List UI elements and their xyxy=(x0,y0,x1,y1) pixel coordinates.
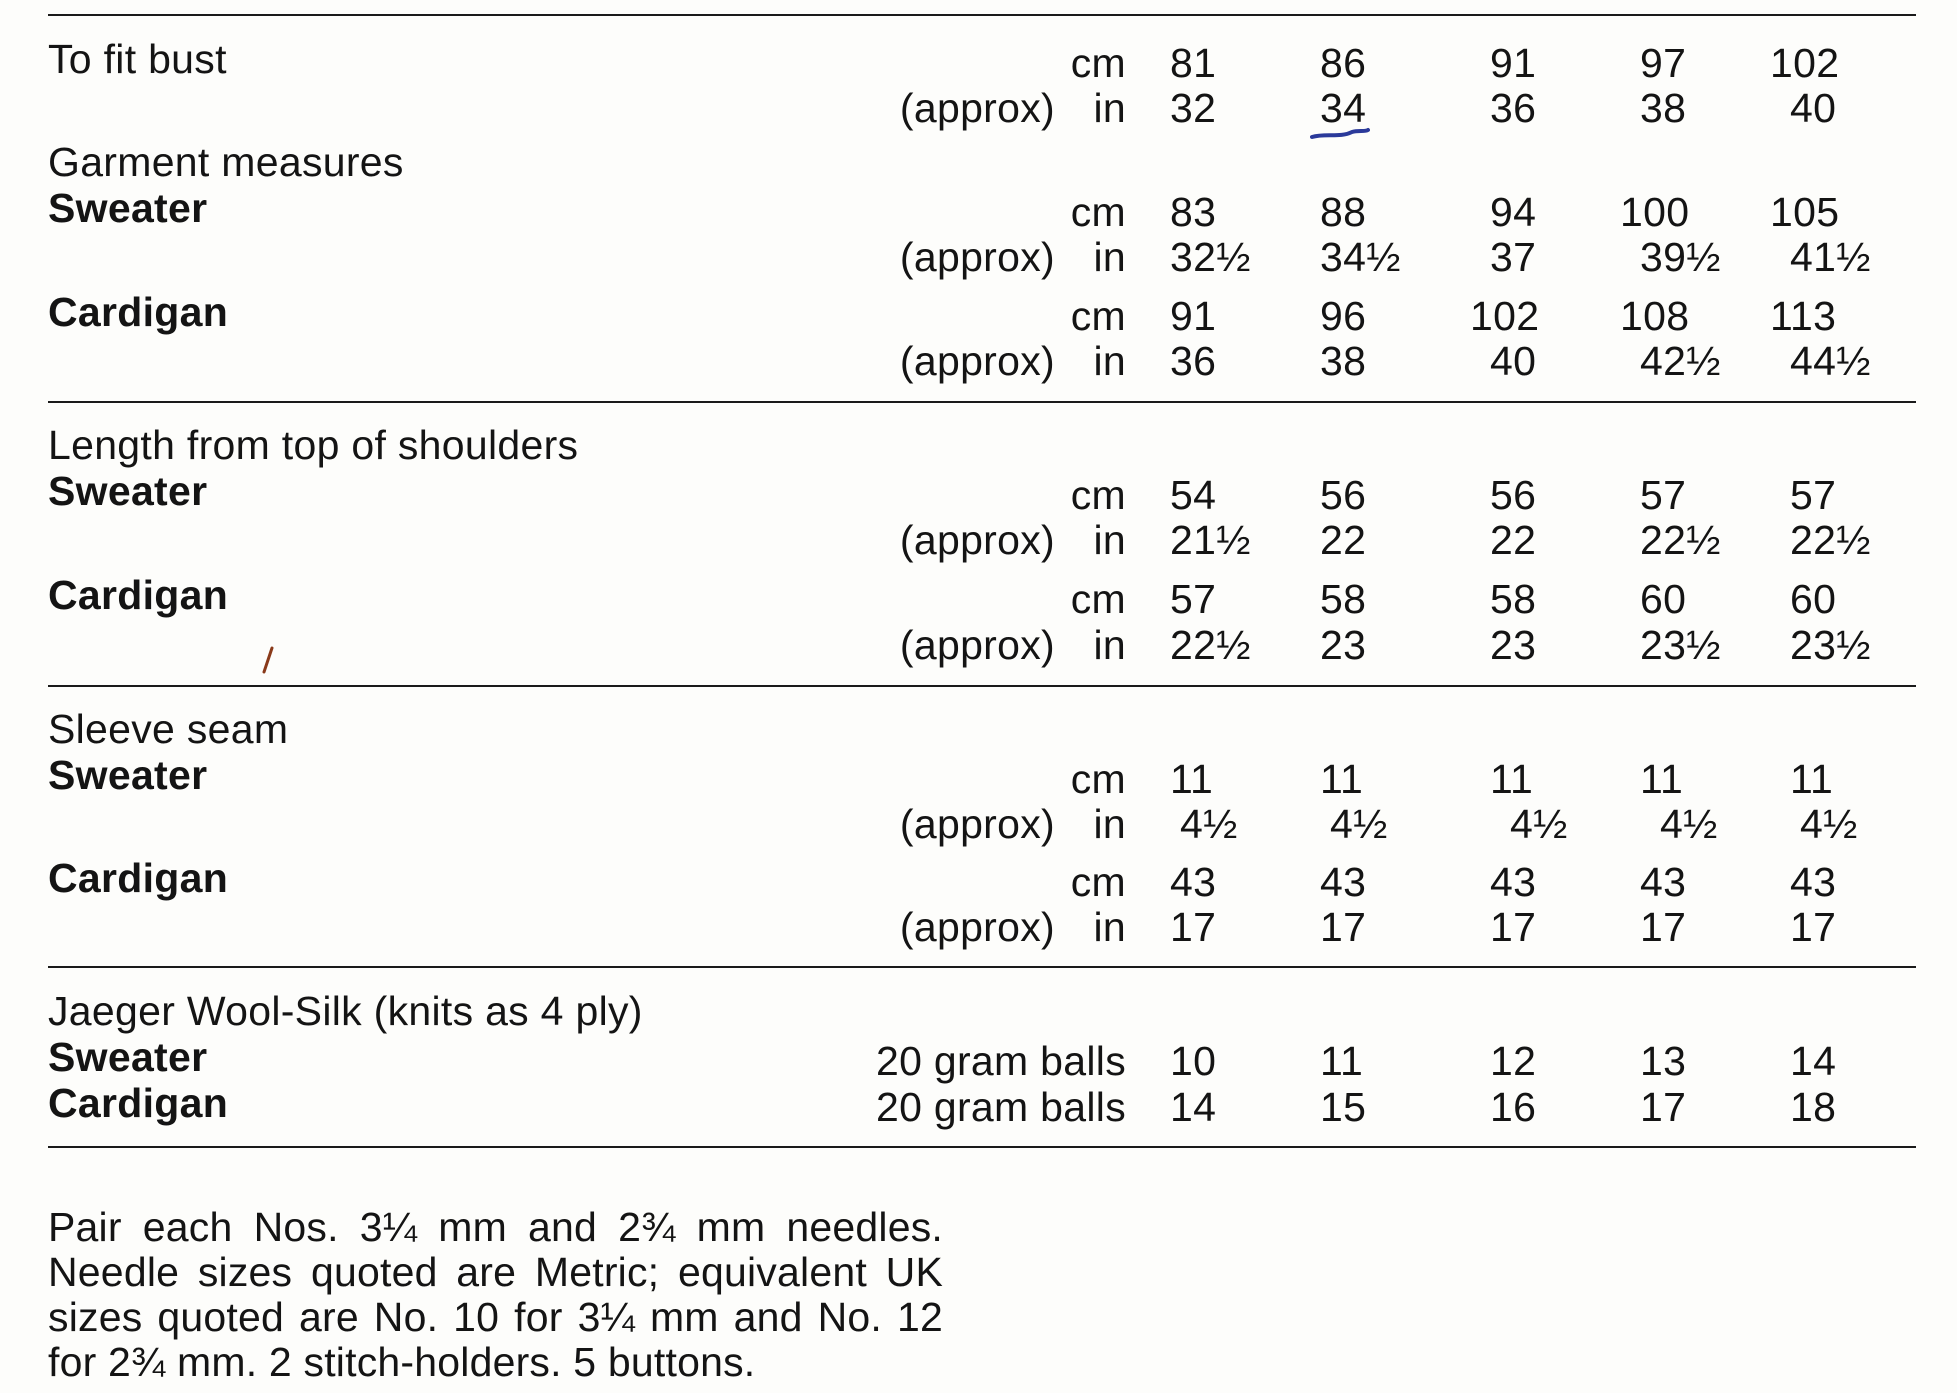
value-cell: 43 xyxy=(1640,859,1687,905)
value-cell: 17 xyxy=(1170,904,1217,950)
value-cell: 88 xyxy=(1320,189,1367,235)
value-cell: 23½ xyxy=(1790,622,1871,668)
value-cell: 58 xyxy=(1490,576,1537,622)
value-cell: 56 xyxy=(1320,472,1367,518)
value-cell: 56 xyxy=(1490,472,1537,518)
value-cell: 102 xyxy=(1770,40,1840,86)
value-cell: 86 xyxy=(1320,40,1367,86)
value-cell: 11 xyxy=(1640,756,1684,802)
unit-cm: cm xyxy=(1070,293,1126,339)
value-cell: 4½ xyxy=(1800,801,1858,847)
unit-in: in xyxy=(1093,85,1126,131)
value-cell: 91 xyxy=(1170,293,1217,339)
value-cell: 10 xyxy=(1170,1038,1217,1084)
value-cell: 32 xyxy=(1170,85,1217,131)
value-cell: 12 xyxy=(1490,1038,1537,1084)
value-cell: 34½ xyxy=(1320,234,1401,280)
value-cell: 21½ xyxy=(1170,517,1251,563)
value-cell: 17 xyxy=(1640,904,1687,950)
heading-yarn: Jaeger Wool-Silk (knits as 4 ply) xyxy=(48,988,643,1034)
value-cell: 43 xyxy=(1490,859,1537,905)
value-cell: 83 xyxy=(1170,189,1217,235)
heading-length: Length from top of shoulders xyxy=(48,422,579,468)
value-cell: 40 xyxy=(1490,338,1537,384)
value-cell: 43 xyxy=(1170,859,1217,905)
value-cell: 36 xyxy=(1170,338,1217,384)
value-cell: 102 xyxy=(1470,293,1540,339)
unit-in: in xyxy=(1093,904,1126,950)
section-rule xyxy=(48,401,1916,403)
value-cell: 113 xyxy=(1770,293,1837,339)
value-cell: 18 xyxy=(1790,1084,1837,1130)
heading-garment: Garment measures xyxy=(48,139,404,185)
value-cell: 22½ xyxy=(1640,517,1721,563)
value-cell: 57 xyxy=(1790,472,1837,518)
value-cell: 23 xyxy=(1490,622,1537,668)
label-sweater: Sweater xyxy=(48,1034,208,1080)
label-sweater: Sweater xyxy=(48,468,208,514)
unit-cm: cm xyxy=(1070,189,1126,235)
value-cell: 43 xyxy=(1790,859,1837,905)
label-cardigan: Cardigan xyxy=(48,1080,229,1126)
value-cell: 11 xyxy=(1490,756,1534,802)
value-cell: 37 xyxy=(1490,234,1537,280)
value-cell: 94 xyxy=(1490,189,1537,235)
value-cell: 58 xyxy=(1320,576,1367,622)
unit-balls: 20 gram balls xyxy=(875,1038,1126,1084)
label-cardigan: Cardigan xyxy=(48,572,229,618)
value-cell: 54 xyxy=(1170,472,1217,518)
value-cell: 4½ xyxy=(1510,801,1568,847)
label-sweater: Sweater xyxy=(48,752,208,798)
unit-in: in xyxy=(1093,622,1126,668)
value-cell: 4½ xyxy=(1660,801,1718,847)
value-cell: 105 xyxy=(1770,189,1840,235)
value-cell: 39½ xyxy=(1640,234,1721,280)
value-cell: 4½ xyxy=(1180,801,1238,847)
unit-cm: cm xyxy=(1070,859,1126,905)
value-cell: 44½ xyxy=(1790,338,1871,384)
unit-cm: cm xyxy=(1070,472,1126,518)
value-cell: 96 xyxy=(1320,293,1367,339)
value-cell: 17 xyxy=(1640,1084,1687,1130)
label-sweater: Sweater xyxy=(48,185,208,231)
value-cell: 23½ xyxy=(1640,622,1721,668)
value-cell: 22 xyxy=(1490,517,1537,563)
value-cell: 36 xyxy=(1490,85,1537,131)
approx-label: (approx) xyxy=(899,622,1055,668)
value-cell: 43 xyxy=(1320,859,1367,905)
value-cell: 11 xyxy=(1320,1038,1364,1084)
top-rule xyxy=(48,14,1916,16)
unit-in: in xyxy=(1093,338,1126,384)
value-cell: 32½ xyxy=(1170,234,1251,280)
value-cell: 11 xyxy=(1170,756,1214,802)
approx-label: (approx) xyxy=(899,801,1055,847)
unit-in: in xyxy=(1093,801,1126,847)
value-cell: 38 xyxy=(1320,338,1367,384)
approx-label: (approx) xyxy=(899,904,1055,950)
value-cell: 91 xyxy=(1490,40,1537,86)
value-cell: 22½ xyxy=(1790,517,1871,563)
value-cell: 16 xyxy=(1490,1084,1537,1130)
unit-in: in xyxy=(1093,234,1126,280)
heading-bust: To fit bust xyxy=(48,36,227,82)
value-cell: 57 xyxy=(1170,576,1217,622)
value-cell: 60 xyxy=(1790,576,1837,622)
approx-label: (approx) xyxy=(899,85,1055,131)
value-cell: 38 xyxy=(1640,85,1687,131)
value-cell: 17 xyxy=(1320,904,1367,950)
unit-cm: cm xyxy=(1070,756,1126,802)
value-cell: 57 xyxy=(1640,472,1687,518)
approx-label: (approx) xyxy=(899,234,1055,280)
value-cell: 34 xyxy=(1320,85,1367,131)
pen-underline-mark xyxy=(1310,126,1370,142)
value-cell: 4½ xyxy=(1330,801,1388,847)
value-cell: 17 xyxy=(1490,904,1537,950)
value-cell: 81 xyxy=(1170,40,1217,86)
unit-balls: 20 gram balls xyxy=(875,1084,1126,1130)
unit-cm: cm xyxy=(1070,576,1126,622)
value-cell: 41½ xyxy=(1790,234,1871,280)
value-cell: 108 xyxy=(1620,293,1690,339)
value-cell: 42½ xyxy=(1640,338,1721,384)
heading-sleeve: Sleeve seam xyxy=(48,706,289,752)
unit-cm: cm xyxy=(1070,40,1126,86)
value-cell: 14 xyxy=(1790,1038,1837,1084)
value-cell: 22 xyxy=(1320,517,1367,563)
section-rule xyxy=(48,966,1916,968)
value-cell: 15 xyxy=(1320,1084,1367,1130)
value-cell: 11 xyxy=(1320,756,1364,802)
stray-pen-mark xyxy=(258,645,278,675)
value-cell: 23 xyxy=(1320,622,1367,668)
unit-in: in xyxy=(1093,517,1126,563)
value-cell: 60 xyxy=(1640,576,1687,622)
value-cell: 14 xyxy=(1170,1084,1217,1130)
section-rule xyxy=(48,685,1916,687)
value-cell: 13 xyxy=(1640,1038,1687,1084)
value-cell: 97 xyxy=(1640,40,1687,86)
label-cardigan: Cardigan xyxy=(48,289,229,335)
value-cell: 17 xyxy=(1790,904,1837,950)
approx-label: (approx) xyxy=(899,517,1055,563)
value-cell: 11 xyxy=(1790,756,1834,802)
approx-label: (approx) xyxy=(899,338,1055,384)
label-cardigan: Cardigan xyxy=(48,855,229,901)
value-cell: 22½ xyxy=(1170,622,1251,668)
value-cell: 40 xyxy=(1790,85,1837,131)
value-cell: 100 xyxy=(1620,189,1690,235)
bottom-rule xyxy=(48,1146,1916,1148)
materials-note: Pair each Nos. 3¼ mm and 2¾ mm needles. Needle sizes quoted are Metric; equivalent UK sizes quoted are No. 10 for 3¼ mm and No. 12 for 2¾ mm. 2 stitch-holders. 5 buttons. xyxy=(48,1204,943,1385)
